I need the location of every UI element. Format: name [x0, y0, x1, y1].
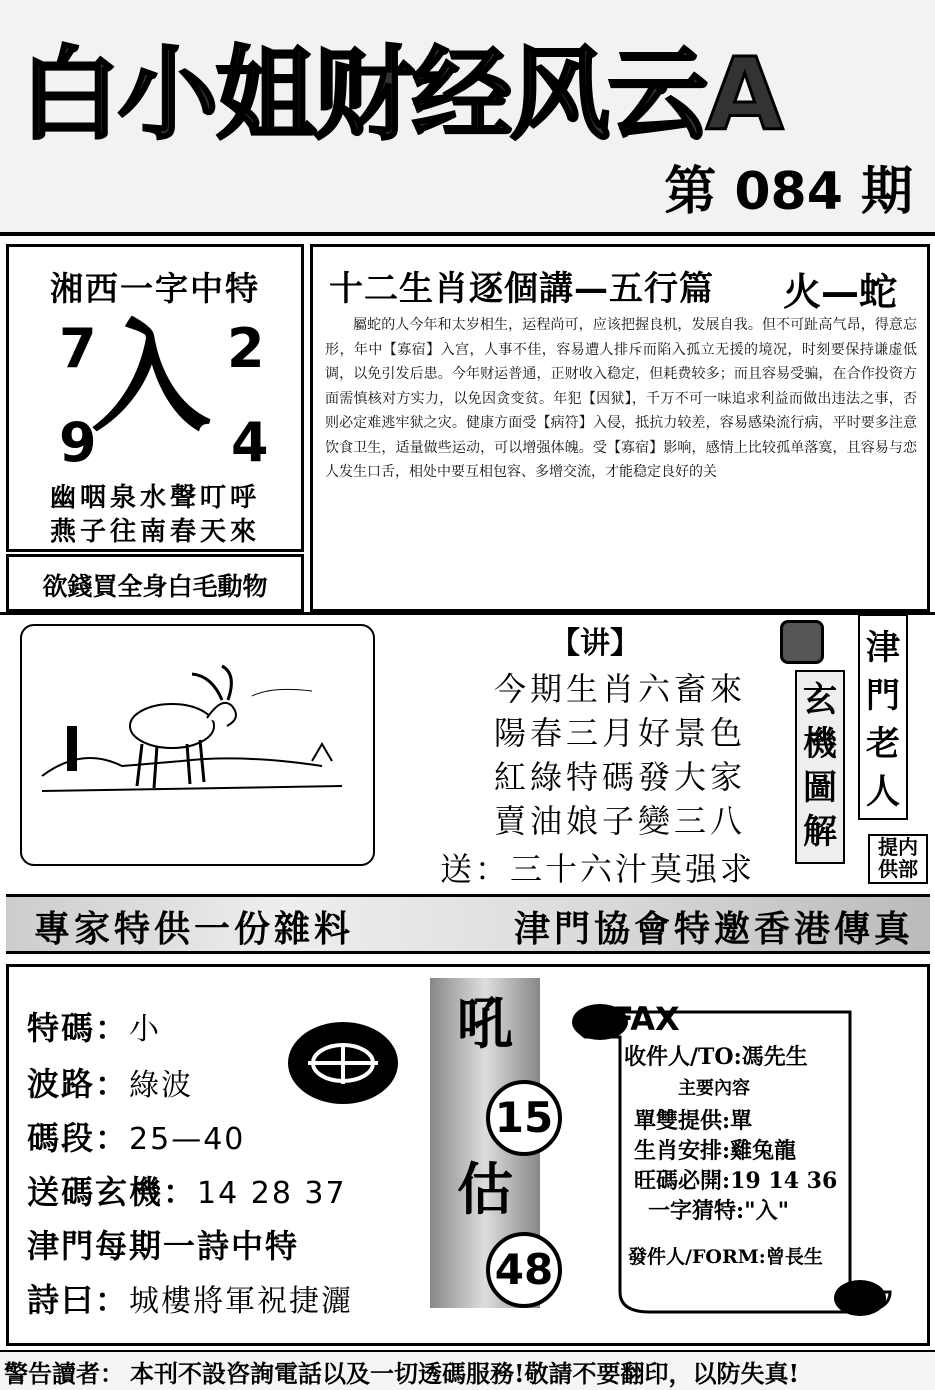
info-row [27, 1113, 245, 1159]
goat-illustration-frame [20, 624, 375, 866]
fax-subject: 主要內容 [678, 1078, 750, 1099]
talk-line: 陽春三月好景色 [493, 714, 746, 752]
talk-line: 今期生肖六畜來 [493, 670, 746, 708]
info-label: 送碼玄機： [27, 1173, 198, 1211]
zodiac-title: 十二生肖逐個講—五行篇 [329, 269, 714, 309]
talk-header: 【讲】 [550, 626, 640, 661]
talk-line: 紅綠特碼發大家 [493, 758, 746, 796]
xiangxi-number: 9 [59, 411, 97, 474]
talk-line: 賣油娘子變三八 [493, 802, 746, 840]
oracle-icon [780, 620, 824, 664]
info-label: 波路： [27, 1065, 130, 1103]
hou-top-char: 吼 [457, 991, 513, 1057]
xiangxi-poem-line: 燕子往南春天來 [49, 517, 260, 547]
info-value: 城樓將軍祝捷灑 [129, 1284, 354, 1319]
issue-number: 第 084 期 [664, 162, 913, 222]
info-value: 綠波 [129, 1068, 194, 1103]
fax-item: 生肖安排:雞兔龍 [634, 1138, 797, 1164]
info-row [27, 1221, 299, 1267]
info-label: 碼段： [27, 1119, 130, 1157]
banner [6, 894, 930, 954]
fax-to: 收件人/TO:馮先生 [624, 1044, 808, 1070]
info-value: 14 28 37 [197, 1176, 347, 1211]
banner-left: 專家特供一份雜料 [34, 908, 355, 950]
fax-scroll [560, 992, 900, 1322]
xiangxi-number: 4 [231, 411, 269, 474]
buy-box [6, 554, 304, 612]
goat-illustration [22, 626, 373, 864]
zodiac-body: 屬蛇的人今年和太岁相生，运程尚可，应该把握良机，发展自我。但不可趾高气昂，得意忘形，年中【寡宿】入宫，人事不佳，容易遭人排斥而陷入孤立无援的境况，时刻要保持谦虚低调，以免引发后患。今年财运普通，正财收入稳定，但耗费较多；而且容易受骗，在合作投资方面需慎核对方实力，以免因贪变贫。年犯【因狱】，千万不可一味追求利益而做出违法之事，否则必定难逃牢狱之灾。健康方面受【病符】入侵，抵抗力较差，容易感染流行病，平时要多注意饮食卫生，适量做些运动，可以增强体魄。受【寡宿】影响，感情上比较孤单落寞，且容易与恋人发生口舌，相处中要互相包容、多增交流，才能稳定良好的关 [325, 317, 917, 480]
footer [0, 1350, 935, 1390]
laoren-label: 津門老人 [866, 628, 900, 812]
info-label: 津門每期一詩中特 [27, 1227, 300, 1265]
banner-right: 津門協會特邀香港傳真 [513, 908, 914, 950]
laoren-panel [858, 614, 908, 820]
tigong-line: 提内 [878, 835, 918, 859]
number-circle: 15 [486, 1080, 562, 1156]
page-title: 白小姐财经风云A [20, 36, 782, 153]
info-row [27, 1003, 161, 1049]
talk-send: 送：三十六汁莫强求 [440, 850, 756, 888]
info-value: 25—40 [129, 1122, 246, 1157]
hou-bottom-char: 估 [457, 1157, 513, 1223]
fax-item: 單雙提供:單 [634, 1108, 753, 1134]
info-label: 特碼： [27, 1009, 130, 1047]
xiangxi-box [6, 244, 304, 552]
tigong-badge [868, 834, 928, 884]
buy-text: 欲錢買全身白毛動物 [42, 572, 268, 601]
info-row [27, 1059, 193, 1105]
info-row [27, 1167, 347, 1213]
info-label: 詩曰： [27, 1281, 130, 1319]
xiangxi-title: 湘西一字中特 [50, 269, 260, 308]
footer-text: 本刊不設咨詢電話以及一切透碼服務!敬請不要翻印，以防失真! [130, 1359, 800, 1388]
zodiac-subtitle: 火—蛇 [782, 270, 897, 314]
xuanji-label: 玄機圖解 [803, 680, 837, 852]
info-row [27, 1275, 353, 1321]
section-divider [0, 612, 935, 615]
header-divider [0, 232, 935, 236]
info-value: 小 [129, 1012, 162, 1047]
fax-item: 旺碼必開:19 14 36 [634, 1168, 838, 1194]
xuanji-panel [795, 670, 845, 864]
xiangxi-poem-line: 幽咽泉水聲叮呼 [49, 483, 260, 513]
xiangxi-number: 2 [227, 317, 265, 380]
tigong-line: 供部 [878, 857, 918, 881]
fax-from: 發件人/FORM:曾長生 [628, 1246, 823, 1268]
fax-title: FAX [612, 1000, 680, 1038]
xiangxi-number: 7 [59, 317, 97, 380]
number-circle: 48 [486, 1232, 562, 1308]
emblem-icon [288, 1022, 398, 1104]
xiangxi-character: 入 [91, 307, 211, 448]
fax-item: 一字猜特:"入" [648, 1198, 790, 1224]
zodiac-article [310, 244, 930, 612]
footer-label: 警告讀者： [4, 1359, 124, 1388]
